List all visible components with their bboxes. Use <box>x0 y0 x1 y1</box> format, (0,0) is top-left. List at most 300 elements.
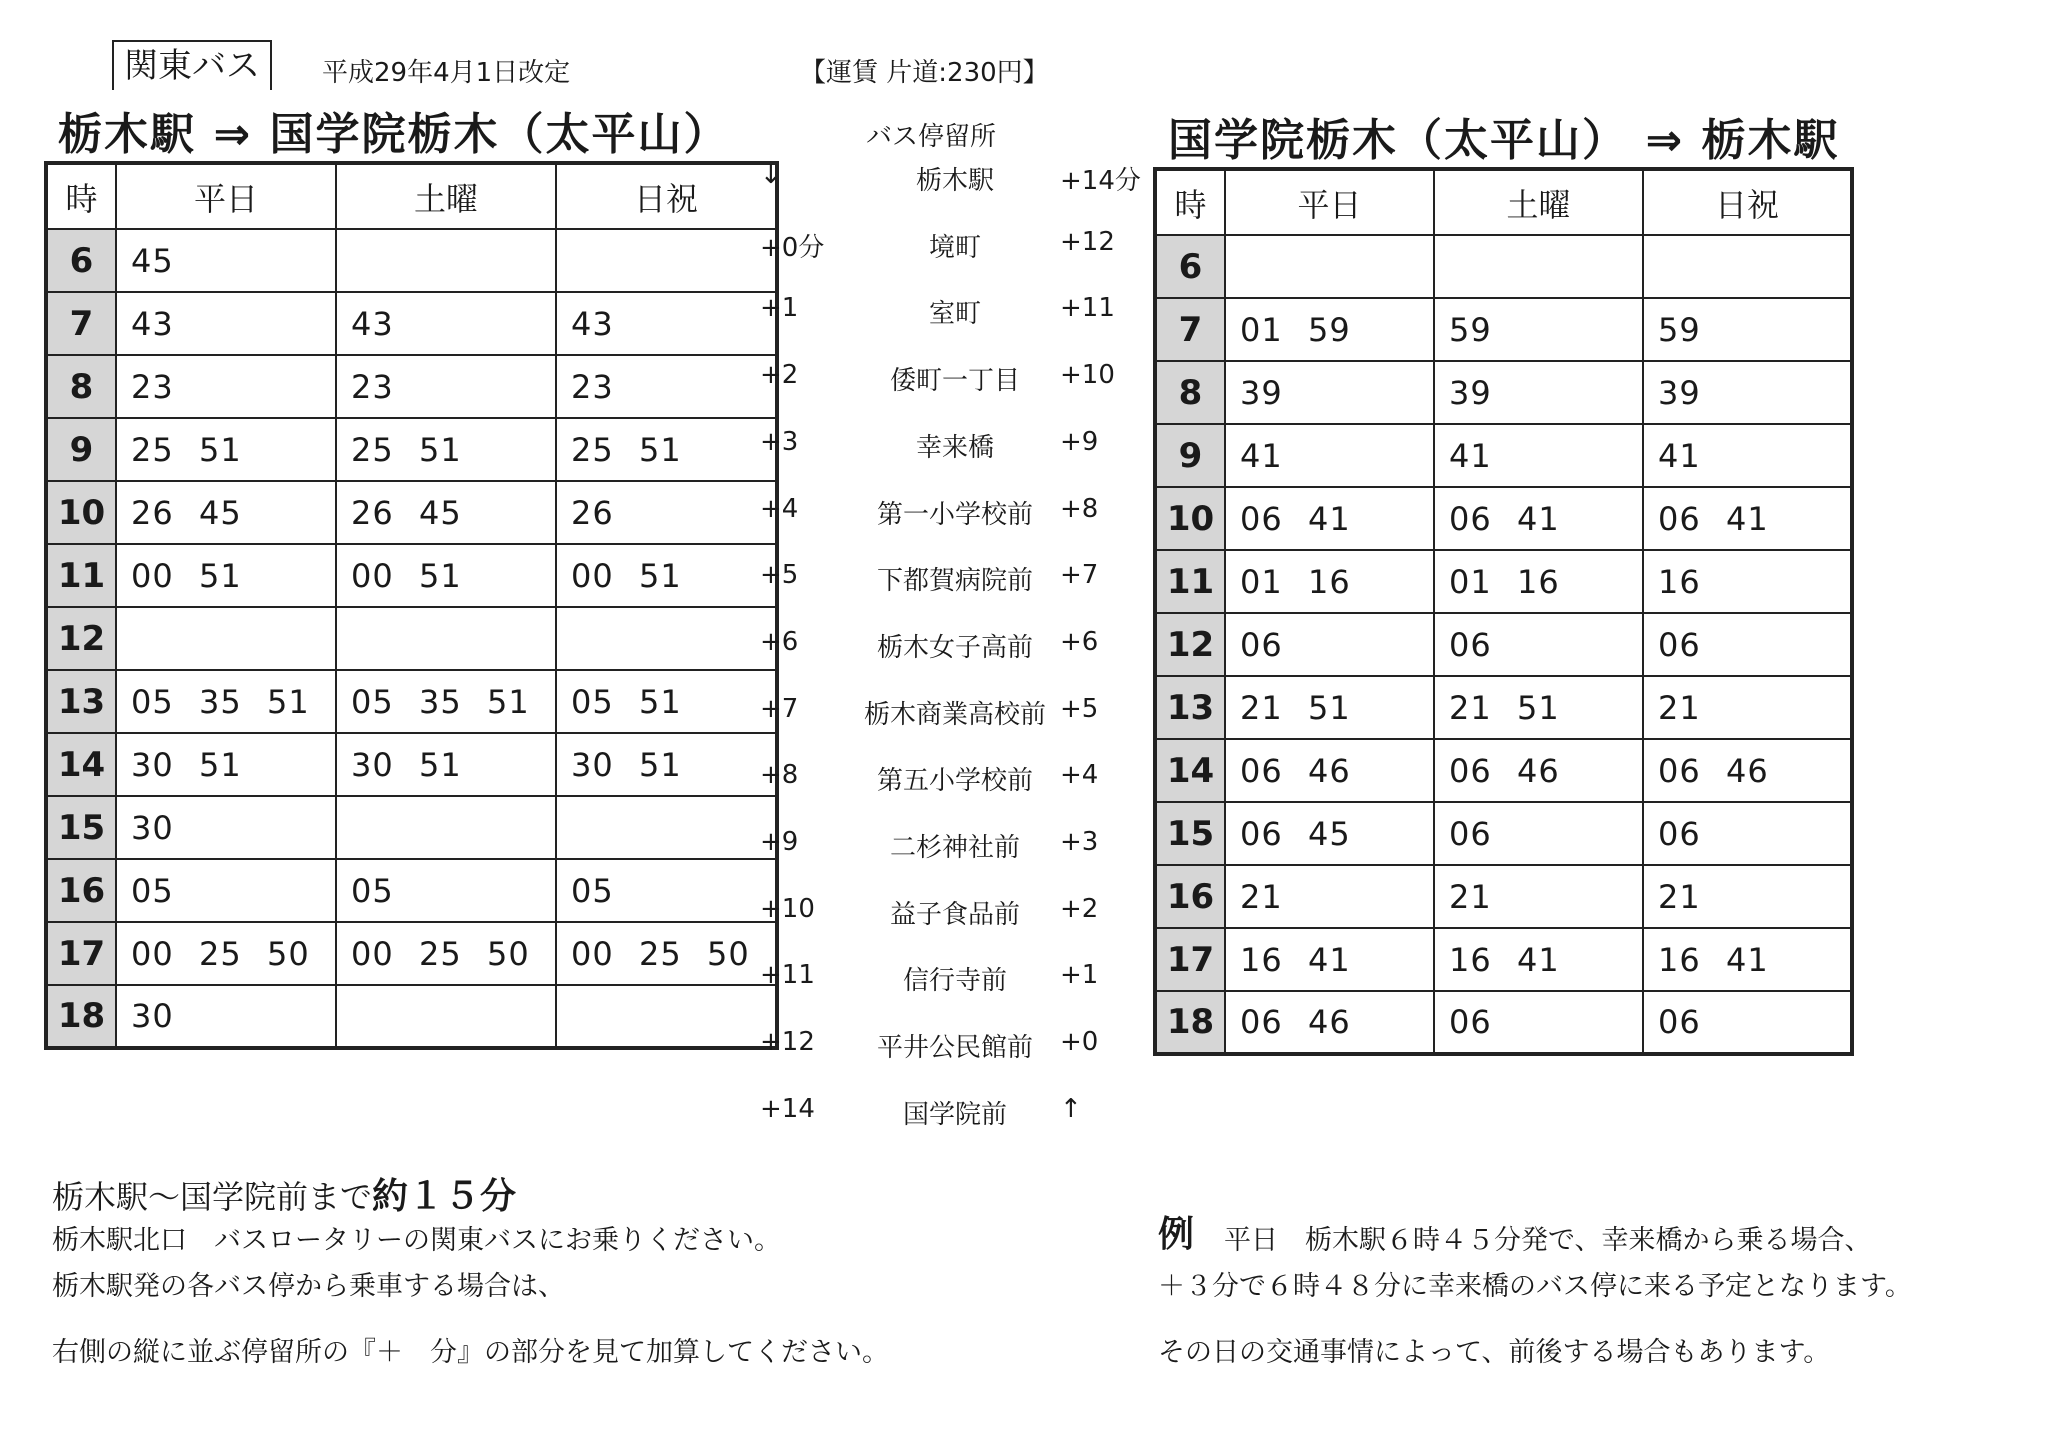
departure-minute: 00 <box>351 934 394 973</box>
inbound-offset: +4 <box>1060 760 1099 791</box>
inbound-offset: +3 <box>1060 827 1099 857</box>
bus-stop-row <box>760 894 1150 934</box>
bus-stop-row <box>760 360 1150 400</box>
hour-cell: 18 <box>1155 991 1225 1054</box>
saturday-minutes-cell <box>1434 676 1643 739</box>
weekday-minutes-cell <box>116 481 336 544</box>
bus-stop-name: 栃木女子高前 <box>876 632 1033 663</box>
hour-cell: 6 <box>46 229 116 292</box>
outbound-offset: +8 <box>760 760 799 791</box>
duration-value: 約１５分 <box>372 1176 517 1217</box>
inbound-timetable <box>1153 167 1854 1056</box>
holiday-minutes-cell <box>1643 865 1852 928</box>
departure-minute: 00 <box>351 556 394 595</box>
weekday-minutes-cell <box>116 292 336 355</box>
example-line-3: その日の交通事情によって、前後する場合もあります。 <box>1158 1337 1831 1368</box>
departure-minute: 39 <box>1658 373 1701 412</box>
departure-minute: 43 <box>571 304 614 343</box>
bus-stop-name: 幸来橋 <box>915 432 994 463</box>
hour-cell: 17 <box>1155 928 1225 991</box>
timetable-row <box>1155 361 1852 424</box>
departure-minute: 39 <box>1240 373 1283 412</box>
departure-minute: 16 <box>1517 562 1560 601</box>
departure-minute: 30 <box>571 745 614 784</box>
holiday-minutes-cell <box>1643 550 1852 613</box>
departure-minute: 06 <box>1449 499 1492 538</box>
bus-stop-row <box>760 227 1150 267</box>
hour-cell: 14 <box>1155 739 1225 802</box>
timetable-row <box>46 985 777 1048</box>
timetable-row <box>1155 865 1852 928</box>
col-hour: 時 <box>46 163 116 229</box>
hour-cell: 16 <box>46 859 116 922</box>
holiday-minutes-cell <box>1643 361 1852 424</box>
departure-minute: 05 <box>571 682 614 721</box>
timetable-row <box>46 859 777 922</box>
example-line-2: ＋３分で６時４８分に幸来橋のバス停に来る予定となります。 <box>1158 1271 1912 1302</box>
bus-stop-row <box>760 694 1150 734</box>
departure-minute: 21 <box>1240 877 1283 916</box>
outbound-offset: +5 <box>760 560 799 591</box>
holiday-minutes-cell <box>556 481 777 544</box>
saturday-minutes-cell <box>1434 298 1643 361</box>
timetable-row <box>46 418 777 481</box>
hour-cell: 18 <box>46 985 116 1048</box>
hour-cell: 7 <box>46 292 116 355</box>
weekday-minutes-cell <box>1225 676 1434 739</box>
holiday-minutes-cell <box>1643 298 1852 361</box>
holiday-minutes-cell <box>1643 613 1852 676</box>
bus-stop-row <box>760 827 1150 867</box>
bus-stop-name: 境町 <box>928 232 981 263</box>
timetable-row <box>46 796 777 859</box>
saturday-minutes-cell <box>1434 991 1643 1054</box>
hour-cell: 17 <box>46 922 116 985</box>
holiday-minutes-cell <box>1643 928 1852 991</box>
saturday-minutes-cell <box>1434 235 1643 298</box>
saturday-minutes-cell <box>1434 928 1643 991</box>
saturday-minutes-cell <box>336 418 556 481</box>
timetable-row <box>1155 550 1852 613</box>
departure-minute: 51 <box>639 430 682 469</box>
departure-minute: 05 <box>131 682 174 721</box>
departure-minute: 06 <box>1240 751 1283 790</box>
revision-date: 平成29年4月1日改定 <box>322 58 571 88</box>
departure-minute: 51 <box>199 556 242 595</box>
departure-minute: 43 <box>351 304 394 343</box>
departure-minute: 41 <box>1308 499 1351 538</box>
bus-stop-name: 益子食品前 <box>889 899 1020 930</box>
saturday-minutes-cell <box>336 985 556 1048</box>
timetable-row <box>1155 991 1852 1054</box>
saturday-minutes-cell <box>336 859 556 922</box>
departure-minute: 25 <box>131 430 174 469</box>
departure-minute: 26 <box>571 493 614 532</box>
departure-minute: 06 <box>1658 1003 1701 1041</box>
weekday-minutes-cell <box>116 355 336 418</box>
departure-minute: 06 <box>1658 499 1701 538</box>
inbound-offset: +10 <box>1060 360 1115 391</box>
inbound-offset: +1 <box>1060 960 1099 991</box>
saturday-minutes-cell <box>336 670 556 733</box>
holiday-minutes-cell <box>556 985 777 1048</box>
departure-minute: 45 <box>419 493 462 532</box>
departure-minute: 50 <box>487 934 530 973</box>
holiday-minutes-cell <box>556 796 777 859</box>
saturday-minutes-cell <box>1434 361 1643 424</box>
departure-minute: 30 <box>351 745 394 784</box>
col-holiday: 日祝 <box>1643 169 1852 235</box>
departure-minute: 45 <box>131 241 174 280</box>
bus-stop-name: 栃木駅 <box>915 166 994 196</box>
hour-cell: 12 <box>46 607 116 670</box>
hour-cell: 6 <box>1155 235 1225 298</box>
saturday-minutes-cell <box>336 355 556 418</box>
inbound-offset: +6 <box>1060 626 1099 657</box>
col-saturday: 土曜 <box>1434 169 1643 235</box>
departure-minute: 25 <box>351 430 394 469</box>
departure-minute: 05 <box>351 682 394 721</box>
departure-minute: 51 <box>419 556 462 595</box>
outbound-offset: ↓ <box>760 160 782 190</box>
holiday-minutes-cell <box>556 607 777 670</box>
departure-minute: 35 <box>419 682 462 721</box>
departure-minute: 06 <box>1240 814 1283 853</box>
outbound-title: 栃木駅 ⇒ 国学院栃木（太平山） <box>58 109 730 160</box>
bus-stop-name: 信行寺前 <box>902 966 1007 997</box>
saturday-minutes-cell <box>1434 865 1643 928</box>
timetable-row <box>1155 676 1852 739</box>
outbound-offset: +12 <box>760 1027 815 1058</box>
weekday-minutes-cell <box>1225 361 1434 424</box>
departure-minute: 21 <box>1658 877 1701 916</box>
holiday-minutes-cell <box>1643 235 1852 298</box>
outbound-offset: +6 <box>760 626 799 657</box>
bus-stop-name: 倭町一丁目 <box>889 366 1020 397</box>
timetable-row <box>1155 928 1852 991</box>
departure-minute: 41 <box>1726 940 1769 979</box>
bus-stop-name: 下都賀病院前 <box>876 566 1033 597</box>
inbound-offset: +12 <box>1060 226 1115 257</box>
departure-minute: 41 <box>1726 499 1769 538</box>
timetable-row <box>1155 487 1852 550</box>
departure-minute: 26 <box>351 493 394 532</box>
timetable-row <box>46 544 777 607</box>
departure-minute: 45 <box>199 493 242 532</box>
departure-minute: 59 <box>1658 310 1701 349</box>
departure-minute: 25 <box>419 934 462 973</box>
departure-minute: 16 <box>1308 562 1351 601</box>
departure-minute: 51 <box>199 745 242 784</box>
departure-minute: 41 <box>1517 940 1560 979</box>
outbound-offset: +14 <box>760 1093 815 1124</box>
bus-stop-name: 二杉神社前 <box>889 833 1020 863</box>
hour-cell: 11 <box>46 544 116 607</box>
bus-stop-row <box>760 627 1150 667</box>
departure-minute: 41 <box>1449 436 1492 475</box>
inbound-offset: +9 <box>1060 426 1099 457</box>
col-holiday: 日祝 <box>556 163 777 229</box>
departure-minute: 41 <box>1240 436 1283 475</box>
timetable-row <box>1155 424 1852 487</box>
note-line-3: 右側の縦に並ぶ停留所の『＋ 分』の部分を見て加算してください。 <box>52 1337 889 1368</box>
bus-stop-name: 国学院前 <box>902 1099 1007 1130</box>
departure-minute: 01 <box>1240 562 1283 601</box>
departure-minute: 51 <box>639 745 682 784</box>
stops-heading: バス停留所 <box>866 122 997 152</box>
departure-minute: 06 <box>1240 625 1283 664</box>
hour-cell: 7 <box>1155 298 1225 361</box>
departure-minute: 39 <box>1449 373 1492 412</box>
departure-minute: 21 <box>1240 688 1283 727</box>
holiday-minutes-cell <box>1643 802 1852 865</box>
departure-minute: 01 <box>1240 310 1283 349</box>
departure-minute: 06 <box>1449 625 1492 664</box>
departure-minute: 35 <box>199 682 242 721</box>
departure-minute: 41 <box>1308 940 1351 979</box>
saturday-minutes-cell <box>336 292 556 355</box>
departure-minute: 06 <box>1240 499 1283 538</box>
outbound-offset: +10 <box>760 893 815 924</box>
departure-minute: 25 <box>199 934 242 973</box>
saturday-minutes-cell <box>1434 613 1643 676</box>
departure-minute: 06 <box>1658 814 1701 853</box>
holiday-minutes-cell <box>1643 991 1852 1054</box>
saturday-minutes-cell <box>336 481 556 544</box>
departure-minute: 00 <box>571 934 614 973</box>
departure-minute: 00 <box>131 556 174 595</box>
holiday-minutes-cell <box>556 418 777 481</box>
saturday-minutes-cell <box>336 922 556 985</box>
holiday-minutes-cell <box>1643 676 1852 739</box>
hour-cell: 12 <box>1155 613 1225 676</box>
departure-minute: 05 <box>351 871 394 910</box>
departure-minute: 51 <box>639 682 682 721</box>
departure-minute: 00 <box>571 556 614 595</box>
weekday-minutes-cell <box>116 229 336 292</box>
hour-cell: 15 <box>1155 802 1225 865</box>
timetable-row <box>46 922 777 985</box>
weekday-minutes-cell <box>1225 991 1434 1054</box>
weekday-minutes-cell <box>116 670 336 733</box>
inbound-offset: +2 <box>1060 893 1099 924</box>
outbound-offset: +3 <box>760 426 799 457</box>
departure-minute: 16 <box>1658 562 1701 601</box>
outbound-offset: +1 <box>760 293 799 324</box>
weekday-minutes-cell <box>1225 298 1434 361</box>
duration-note <box>52 1168 516 1219</box>
outbound-offset: +2 <box>760 360 799 391</box>
departure-minute: 23 <box>571 367 614 406</box>
saturday-minutes-cell <box>1434 739 1643 802</box>
saturday-minutes-cell <box>336 733 556 796</box>
inbound-offset: +5 <box>1060 693 1099 724</box>
inbound-offset: +14分 <box>1060 166 1141 196</box>
weekday-minutes-cell <box>1225 613 1434 676</box>
note-line-2: 栃木駅発の各バス停から乗車する場合は、 <box>52 1271 565 1302</box>
hour-cell: 11 <box>1155 550 1225 613</box>
departure-minute: 01 <box>1449 562 1492 601</box>
bus-stop-row <box>760 160 1150 200</box>
weekday-minutes-cell <box>116 859 336 922</box>
saturday-minutes-cell <box>1434 487 1643 550</box>
timetable-row <box>46 607 777 670</box>
weekday-minutes-cell <box>116 733 336 796</box>
inbound-offset: +8 <box>1060 493 1099 524</box>
departure-minute: 51 <box>419 430 462 469</box>
inbound-offset: ↑ <box>1060 1093 1082 1124</box>
holiday-minutes-cell <box>1643 424 1852 487</box>
hour-cell: 10 <box>46 481 116 544</box>
weekday-minutes-cell <box>116 544 336 607</box>
weekday-minutes-cell <box>1225 550 1434 613</box>
col-hour: 時 <box>1155 169 1225 235</box>
holiday-minutes-cell <box>1643 487 1852 550</box>
departure-minute: 21 <box>1449 877 1492 916</box>
bus-stop-row <box>760 427 1150 467</box>
bus-stop-name: 第一小学校前 <box>876 499 1033 530</box>
duration-prefix: 栃木駅～国学院前まで <box>52 1178 373 1216</box>
departure-minute: 41 <box>1658 436 1701 475</box>
holiday-minutes-cell <box>556 355 777 418</box>
weekday-minutes-cell <box>1225 739 1434 802</box>
outbound-timetable <box>44 161 779 1050</box>
outbound-offset: +0分 <box>760 232 825 263</box>
weekday-minutes-cell <box>116 796 336 859</box>
departure-minute: 46 <box>1726 751 1769 790</box>
timetable-row <box>46 481 777 544</box>
departure-minute: 51 <box>267 682 310 721</box>
weekday-minutes-cell <box>116 418 336 481</box>
departure-minute: 30 <box>131 997 174 1035</box>
example-mark: 例 <box>1158 1214 1195 1255</box>
departure-minute: 59 <box>1308 310 1351 349</box>
hour-cell: 8 <box>46 355 116 418</box>
departure-minute: 50 <box>707 934 750 973</box>
departure-minute: 51 <box>1308 688 1351 727</box>
departure-minute: 51 <box>419 745 462 784</box>
outbound-offset: +4 <box>760 493 799 524</box>
holiday-minutes-cell <box>556 292 777 355</box>
departure-minute: 46 <box>1308 751 1351 790</box>
departure-minute: 59 <box>1449 310 1492 349</box>
bus-stop-name: 栃木商業高校前 <box>863 699 1046 730</box>
departure-minute: 46 <box>1308 1003 1351 1041</box>
hour-cell: 15 <box>46 796 116 859</box>
bus-stop-name: 第五小学校前 <box>876 766 1033 797</box>
col-weekday: 平日 <box>116 163 336 229</box>
saturday-minutes-cell <box>336 796 556 859</box>
departure-minute: 26 <box>131 493 174 532</box>
outbound-offset: +9 <box>760 827 799 857</box>
departure-minute: 06 <box>1449 814 1492 853</box>
weekday-minutes-cell <box>1225 487 1434 550</box>
weekday-minutes-cell <box>116 607 336 670</box>
departure-minute: 30 <box>131 808 174 847</box>
holiday-minutes-cell <box>1643 739 1852 802</box>
departure-minute: 46 <box>1517 751 1560 790</box>
weekday-minutes-cell <box>1225 235 1434 298</box>
departure-minute: 21 <box>1449 688 1492 727</box>
departure-minute: 16 <box>1658 940 1701 979</box>
saturday-minutes-cell <box>1434 802 1643 865</box>
example-line-1: 平日 栃木駅６時４５分発で、幸来橋から乗る場合、 <box>1224 1225 1872 1256</box>
bus-stop-row <box>760 760 1150 800</box>
bus-stop-name: 室町 <box>928 299 981 330</box>
departure-minute: 23 <box>131 367 174 406</box>
timetable-row <box>1155 739 1852 802</box>
weekday-minutes-cell <box>116 985 336 1048</box>
inbound-offset: +0 <box>1060 1027 1099 1058</box>
departure-minute: 23 <box>351 367 394 406</box>
saturday-minutes-cell <box>336 544 556 607</box>
hour-cell: 14 <box>46 733 116 796</box>
holiday-minutes-cell <box>556 229 777 292</box>
departure-minute: 51 <box>199 430 242 469</box>
bus-stop-row <box>760 494 1150 534</box>
bus-stop-row <box>760 1027 1150 1067</box>
timetable-row <box>46 229 777 292</box>
departure-minute: 43 <box>131 304 174 343</box>
bus-stop-row <box>760 293 1150 333</box>
departure-minute: 30 <box>131 745 174 784</box>
outbound-offset: +7 <box>760 693 799 724</box>
hour-cell: 10 <box>1155 487 1225 550</box>
departure-minute: 51 <box>639 556 682 595</box>
hour-cell: 9 <box>46 418 116 481</box>
hour-cell: 9 <box>1155 424 1225 487</box>
departure-minute: 51 <box>1517 688 1560 727</box>
departure-minute: 45 <box>1308 814 1351 853</box>
holiday-minutes-cell <box>556 922 777 985</box>
weekday-minutes-cell <box>1225 865 1434 928</box>
saturday-minutes-cell <box>1434 424 1643 487</box>
timetable-row <box>1155 235 1852 298</box>
saturday-minutes-cell <box>336 229 556 292</box>
hour-cell: 13 <box>1155 676 1225 739</box>
holiday-minutes-cell <box>556 544 777 607</box>
bus-stop-row <box>760 960 1150 1000</box>
departure-minute: 41 <box>1517 499 1560 538</box>
note-line-1: 栃木駅北口 バスロータリーの関東バスにお乗りください。 <box>52 1225 781 1256</box>
weekday-minutes-cell <box>1225 424 1434 487</box>
hour-cell: 16 <box>1155 865 1225 928</box>
timetable-row <box>46 670 777 733</box>
col-weekday: 平日 <box>1225 169 1434 235</box>
timetable-row <box>46 355 777 418</box>
departure-minute: 16 <box>1240 940 1283 979</box>
departure-minute: 51 <box>487 682 530 721</box>
departure-minute: 16 <box>1449 940 1492 979</box>
weekday-minutes-cell <box>116 922 336 985</box>
holiday-minutes-cell <box>556 670 777 733</box>
inbound-title: 国学院栃木（太平山） ⇒ 栃木駅 <box>1168 115 1840 166</box>
departure-minute: 21 <box>1658 688 1701 727</box>
timetable-row <box>46 733 777 796</box>
hour-cell: 8 <box>1155 361 1225 424</box>
departure-minute: 25 <box>639 934 682 973</box>
departure-minute: 06 <box>1449 1003 1492 1041</box>
saturday-minutes-cell <box>336 607 556 670</box>
weekday-minutes-cell <box>1225 928 1434 991</box>
departure-minute: 05 <box>131 871 174 910</box>
saturday-minutes-cell <box>1434 550 1643 613</box>
operator-label: 関東バス <box>112 40 272 90</box>
outbound-offset: +11 <box>760 960 815 991</box>
departure-minute: 06 <box>1658 751 1701 790</box>
departure-minute: 25 <box>571 430 614 469</box>
inbound-offset: +7 <box>1060 560 1099 591</box>
